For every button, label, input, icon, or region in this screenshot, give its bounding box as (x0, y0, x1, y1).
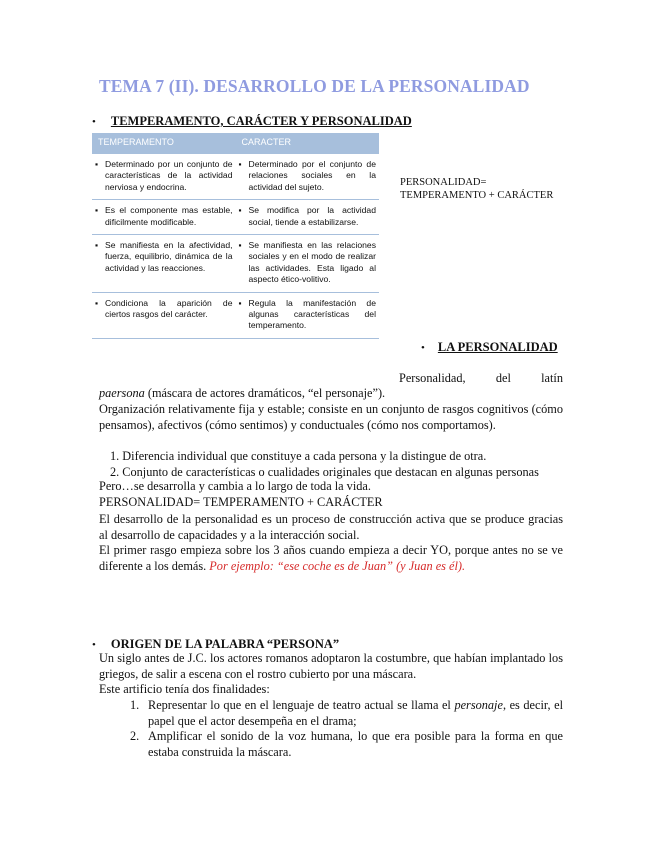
cell-text: Es el componente mas estable, dificilmente modificable. (105, 205, 233, 227)
table-cell (92, 154, 236, 200)
cell-text: Condiciona la aparición de ciertos rasgos del carácter. (105, 297, 233, 320)
first-trait-text: El primer rasgo empieza sobre los 3 años cuando empieza a decir YO, porque antes no se ve diferente a los demás. (99, 543, 563, 573)
table-row (92, 235, 379, 293)
table-header-row (92, 133, 379, 154)
cell-text: Se manifiesta en la afectividad, fuerza, equilibrio, dinámica de la actividad y las reacciones. (105, 240, 233, 273)
square-bullet-icon: ▪ (95, 205, 99, 216)
formula-line-2: TEMPERAMENTO + CARÁCTER (400, 189, 554, 201)
item-text: Representar lo que en el lenguaje de teatro actual se llama el (148, 698, 455, 712)
column-header-caracter: CARACTER (236, 133, 380, 154)
square-bullet-icon: ▪ (238, 205, 242, 216)
table-row (92, 154, 379, 200)
list-item-text: Amplificar el sonido de la voz humana, lo que era posible para la forma en que estaba construida la máscara. (148, 729, 563, 759)
table-row (92, 200, 379, 235)
square-bullet-icon: ▪ (95, 240, 99, 251)
square-bullet-icon: ▪ (95, 297, 99, 308)
section-temperamento (92, 112, 412, 130)
item-text: , es decir, el papel que el actor desempeña en el drama; (148, 698, 564, 728)
personality-list (110, 449, 570, 480)
etymology-continuation (99, 386, 385, 402)
cell-text: Determinado por un conjunto de características de la actividad nerviosa y endocrina. (105, 159, 233, 192)
latin-term: paersona (99, 386, 145, 400)
section-heading-origen: ORIGEN DE LA PALABRA “PERSONA” (110, 637, 340, 651)
etymology-word: del (495, 371, 511, 385)
table-cell (92, 200, 236, 235)
table-cell (236, 292, 380, 338)
square-bullet-icon: ▪ (238, 159, 242, 169)
purposes-intro: Este artificio tenía dos finalidades: (99, 682, 270, 696)
formula-box (400, 177, 553, 202)
list-item-text (148, 698, 563, 729)
formula-line-1: PERSONALIDAD= (400, 177, 487, 188)
column-header-temperamento: TEMPERAMENTO (92, 133, 236, 154)
bullet-icon: • (421, 342, 425, 354)
table-cell (92, 292, 236, 338)
development-paragraph: El desarrollo de la personalidad es un proceso de construcción activa que se produce gracias al desarrollo de capacidades y a la interacción social. (99, 512, 563, 542)
cell-text: Se modifica por la actividad social, tiende a estabilizarse. (248, 205, 376, 227)
square-bullet-icon: ▪ (238, 240, 242, 251)
section-personalidad (421, 338, 558, 356)
definition-paragraph: Organización relativamente fija y estable; consiste en un conjunto de rasgos cognitivos (cómo pensamos), afectivos (cómo sentimos) y conductuales (cómo nos comportamos). (99, 402, 563, 432)
section-heading-personalidad: LA PERSONALIDAD (437, 340, 558, 354)
comparison-table (92, 133, 379, 339)
table-row (92, 292, 379, 338)
table-cell (236, 200, 380, 235)
cell-text: Se manifiesta en las relaciones sociales y en el modo de realizar las actividades. Esta ligado al aspecto ético-volitivo. (248, 240, 376, 285)
table-cell (236, 235, 380, 293)
etymology-meaning: (máscara de actores dramáticos, “el personaje”). (144, 386, 386, 400)
example-text: Por ejemplo: “ese coche es de Juan” (y Juan es él). (209, 558, 466, 573)
square-bullet-icon: ▪ (95, 159, 99, 169)
etymology-line (399, 371, 563, 387)
etymology-word: latín (541, 371, 563, 385)
formula-line: PERSONALIDAD= TEMPERAMENTO + CARÁCTER (99, 495, 383, 509)
origin-paragraph: Un siglo antes de J.C. los actores romanos adoptaron la costumbre, que habían implantado los griegos, de salir a escena con el rostro cubierto por una máscara. (99, 651, 563, 681)
pero-line: Pero…se desarrolla y cambia a lo largo de toda la vida. (99, 479, 371, 493)
table-cell (236, 154, 380, 200)
table-cell (92, 235, 236, 293)
list-item (130, 698, 563, 729)
first-trait-paragraph (99, 543, 563, 574)
emphasis-term: personaje (454, 698, 503, 712)
list-item: 1. Diferencia individual que constituye a cada persona y la distingue de otra. (110, 449, 487, 463)
page-title: TEMA 7 (II). DESARROLLO DE LA PERSONALIDAD (99, 76, 530, 96)
square-bullet-icon: ▪ (238, 297, 242, 308)
list-item: 2. Conjunto de características o cualidades originales que destacan en algunas personas (110, 464, 539, 479)
etymology-word: Personalidad, (399, 371, 466, 385)
bullet-icon: • (92, 116, 96, 128)
purposes-list (130, 698, 563, 760)
list-item (130, 729, 563, 760)
cell-text: Determinado por el conjunto de relaciones sociales en la actividad del sujeto. (248, 159, 376, 192)
bullet-icon: • (92, 639, 96, 651)
section-heading-temperamento: TEMPERAMENTO, CARÁCTER Y PERSONALIDAD (110, 114, 412, 128)
list-number: 2. (130, 729, 140, 743)
cell-text: Regula la manifestación de algunas características del temperamento. (248, 297, 376, 331)
list-number: 1. (130, 698, 140, 712)
